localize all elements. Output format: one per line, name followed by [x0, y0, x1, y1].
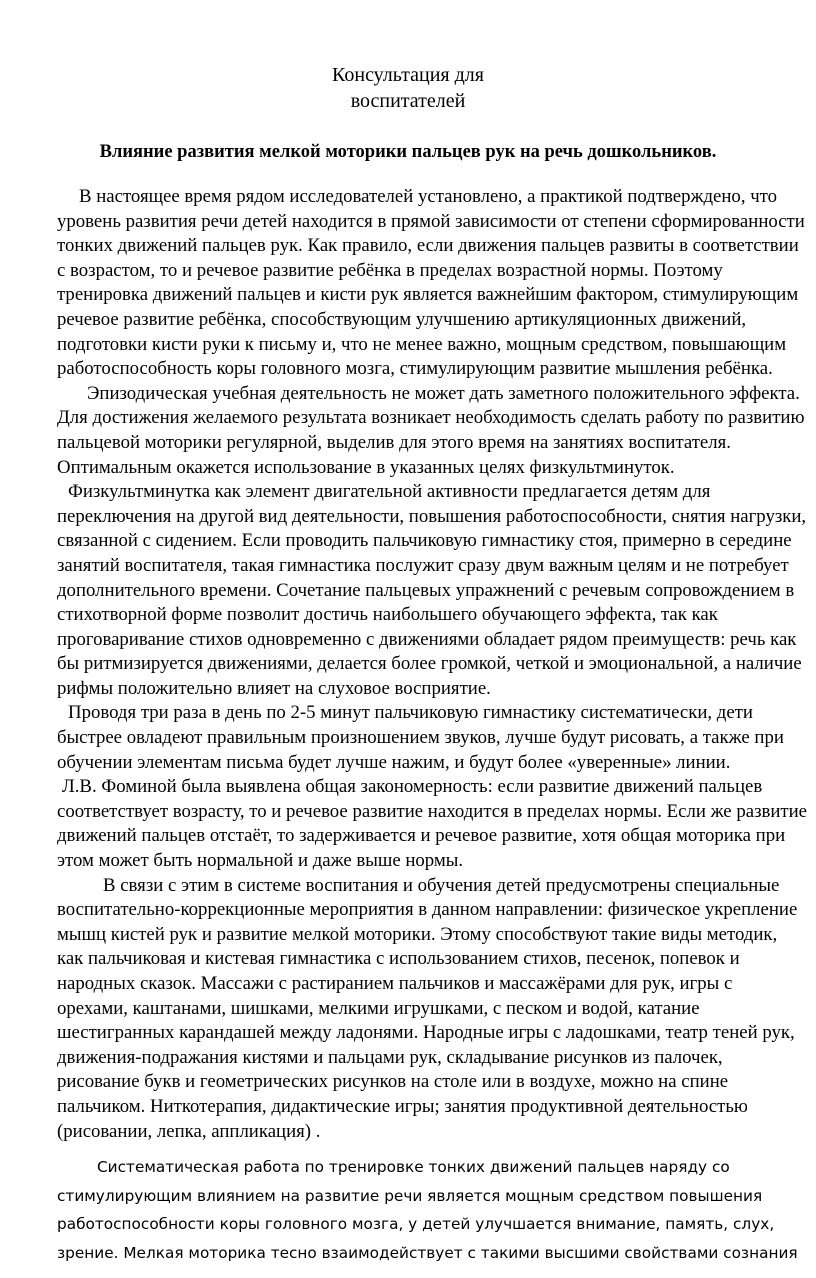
paragraph-2: Эпизодическая учебная деятельность не может дать заметного положительного эффекта. Для достижения желаемого результата возникает необходимость сделать работу по развитию пальцевой моторики регулярной, выделив для этого время на занятиях воспитателя. Оптимальным окажется использование в указанных целях физкультминуток.: [57, 382, 805, 478]
paragraph-4: Проводя три раза в день по 2-5 минут пальчиковую гимнастику систематически, дети быстрее овладеют правильным произношением звуков, лучше будут рисовать, а также при обучении элементам письма будет лучше нажим, и будут более «уверенные» линии.: [57, 702, 784, 773]
paragraph-5: Л.В. Фоминой была выявлена общая закономерность: если развитие движений пальцев соответствует возрасту, то и речевое развитие находится в пределах нормы. Если же развитие движений пальцев отстаёт, то задерживается и речевое развитие, хотя общая моторика при этом может быть нормальной и даже выше нормы.: [57, 776, 808, 872]
paragraph-6: В связи с этим в системе воспитания и обучения детей предусмотрены специальные воспитательно-коррекционные мероприятия в данном направлении: физическое укрепление мышц кистей рук и развитие мелкой моторики. Этому способствуют такие виды методик, как пальчиковая и кистевая гимнастика с использованием стихов, песенок, попевок и народных сказок. Массажи с растиранием пальчиков и массажёрами для рук, игры с орехами, каштанами, шишками, мелкими игрушками, с песком и водой, катание шестигранных карандашей между ладонями. Народные игры с ладошками, театр теней рук, движения-подражания кистями и пальцами рук, складывание рисунков из палочек, рисование букв и геометрических рисунков на столе или в воздухе, можно на спине пальчиком. Ниткотерапия, дидактические игры; занятия продуктивной деятельностью (рисовании, лепка, аппликация) .: [57, 874, 798, 1142]
paragraph-1: В настоящее время рядом исследователей установлено, а практикой подтверждено, что уровень развития речи детей находится в прямой зависимости от степени сформированности тонких движений пальцев рук. Как правило, если движения пальцев развиты в соответствии с возрастом, то и речевое развитие ребёнка в пределах возрастной нормы. Поэтому тренировка движений пальцев и кисти рук является важнейшим фактором, стимулирующим речевое развитие ребёнка, способствующим улучшению артикуляционных движений, подготовки кисти руки к письму и, что не менее важно, мощным средством, повышающим работоспособность коры головного мозга, стимулирующим развитие мышления ребёнка.: [57, 186, 805, 380]
paragraph-3: Физкультминутка как элемент двигательной активности предлагается детям для переключения на другой вид деятельности, повышения работоспособности, снятия нагрузки, связанной с сидением. Если проводить пальчиковую гимнастику стоя, примерно в середине занятий воспитателя, такая гимнастика послужит сразу двум важным целям и не потребует дополнительного времени. Сочетание пальцевых упражнений с речевым сопровождением в стихотворной форме позволит достичь наибольшего обучающего эффекта, так как проговаривание стихов одновременно с движениями обладает рядом преимуществ: речь как бы ритмизируется движениями, делается более громкой, четкой и эмоциональной, а наличие рифмы положительно влияет на слуховое восприятие.: [57, 481, 807, 699]
page-title-line-1: Консультация для: [332, 64, 484, 86]
page-title-line-2: воспитателей: [350, 90, 466, 112]
closing-paragraph: Систематическая работа по тренировке тонких движений пальцев наряду со стимулирующим влиянием на развитие речи является мощным средством повышения работоспособности коры головного мозга, у детей улучшается внимание, память, слух, зрение. Мелкая моторика тесно взаимодействует с такими высшими свойствами сознания: [57, 1158, 798, 1262]
article-body: [57, 185, 807, 1144]
closing-section: [57, 1153, 807, 1267]
article-heading: Влияние развития мелкой моторики пальцев рук на речь дошкольников.: [99, 142, 717, 162]
